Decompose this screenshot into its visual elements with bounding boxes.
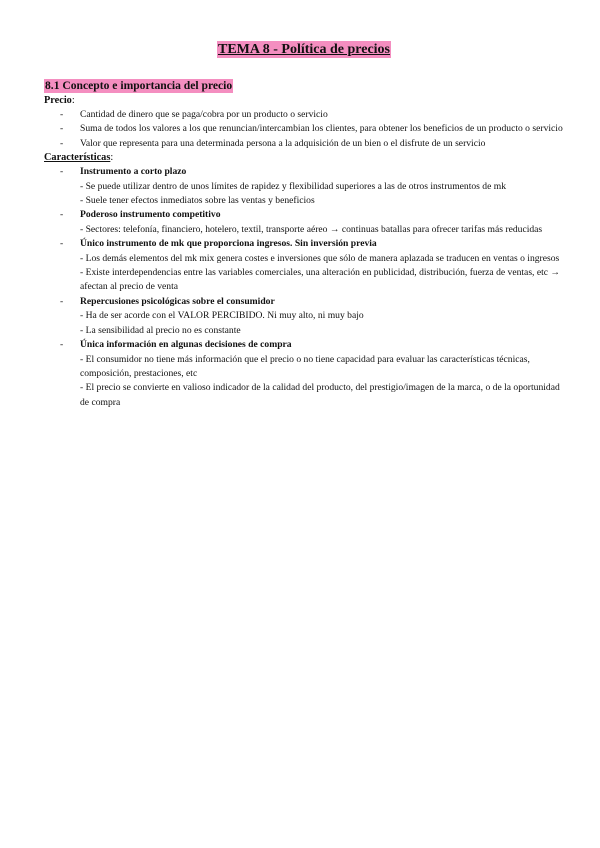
- precio-item: - Cantidad de dinero que se paga/cobra por un producto o servicio: [44, 108, 564, 122]
- caracteristica-title: Instrumento a corto plazo: [80, 166, 187, 178]
- caracteristica-item: [44, 208, 564, 237]
- precio-item: - Suma de todos los valores a los que renuncian/intercambian los clientes, para obtener los beneficios de un producto o servicio: [44, 122, 564, 136]
- document-title: TEMA 8 - Política de precios: [218, 42, 390, 57]
- caracteristica-item: [44, 338, 564, 410]
- caracteristica-line: - El consumidor no tiene más información que el precio o no tiene capacidad para evaluar las características técnicas, composición, prestaciones, etc: [80, 353, 530, 379]
- precio-colon: :: [71, 95, 75, 106]
- title-wrap: [44, 40, 564, 58]
- caracteristica-line: - La sensibilidad al precio no es constante: [80, 324, 241, 336]
- section-8-1: [44, 76, 564, 410]
- precio-list: [44, 108, 564, 151]
- caracteristicas-colon: :: [110, 152, 114, 164]
- precio-item: - Valor que representa para una determinada persona a la adquisición de un bien o el disfrute de un servicio: [44, 137, 564, 151]
- caracteristicas-label-row: [44, 151, 564, 165]
- caracteristicas-list: [44, 165, 564, 410]
- caracteristica-item: [44, 237, 564, 295]
- caracteristica-line: - Los demás elementos del mk mix genera costes e inversiones que sólo de manera aplazada se traducen en ventas o ingresos: [80, 252, 560, 264]
- caracteristica-line: - Ha de ser acorde con el VALOR PERCIBIDO. Ni muy alto, ni muy bajo: [80, 310, 364, 322]
- caracteristica-title: Poderoso instrumento competitivo: [80, 209, 221, 221]
- caracteristica-line: - Existe interdependencias entre las variables comerciales, una alteración en publicidad, distribución, fuerza de ventas, etc → afectan al precio de venta: [80, 267, 561, 293]
- caracteristica-line: - Suele tener efectos inmediatos sobre las ventas y beneficios: [80, 195, 315, 207]
- section-heading: 8.1 Concepto e importancia del precio: [45, 79, 233, 92]
- caracteristica-line: - Se puede utilizar dentro de unos límites de rapidez y flexibilidad superiores a las de otros instrumentos de mk: [80, 180, 507, 192]
- caracteristica-item: [44, 165, 564, 208]
- document-page: [44, 40, 564, 410]
- caracteristica-title: Único instrumento de mk que proporciona ingresos. Sin inversión previa: [80, 238, 377, 250]
- caracteristicas-label: Características: [44, 152, 111, 164]
- precio-label-row: [44, 94, 564, 108]
- caracteristica-line: - El precio se convierte en valioso indicador de la calidad del producto, del prestigio/imagen de la marca, o de la oportunidad de compra: [80, 382, 560, 408]
- caracteristica-title: Repercusiones psicológicas sobre el consumidor: [80, 295, 275, 307]
- precio-label: Precio: [44, 95, 72, 106]
- caracteristica-title: Única información en algunas decisiones de compra: [80, 339, 292, 351]
- caracteristica-item: [44, 295, 564, 338]
- caracteristica-line: - Sectores: telefonía, financiero, hotelero, textil, transporte aéreo → continuas batallas para ofrecer tarifas más reducidas: [80, 223, 543, 235]
